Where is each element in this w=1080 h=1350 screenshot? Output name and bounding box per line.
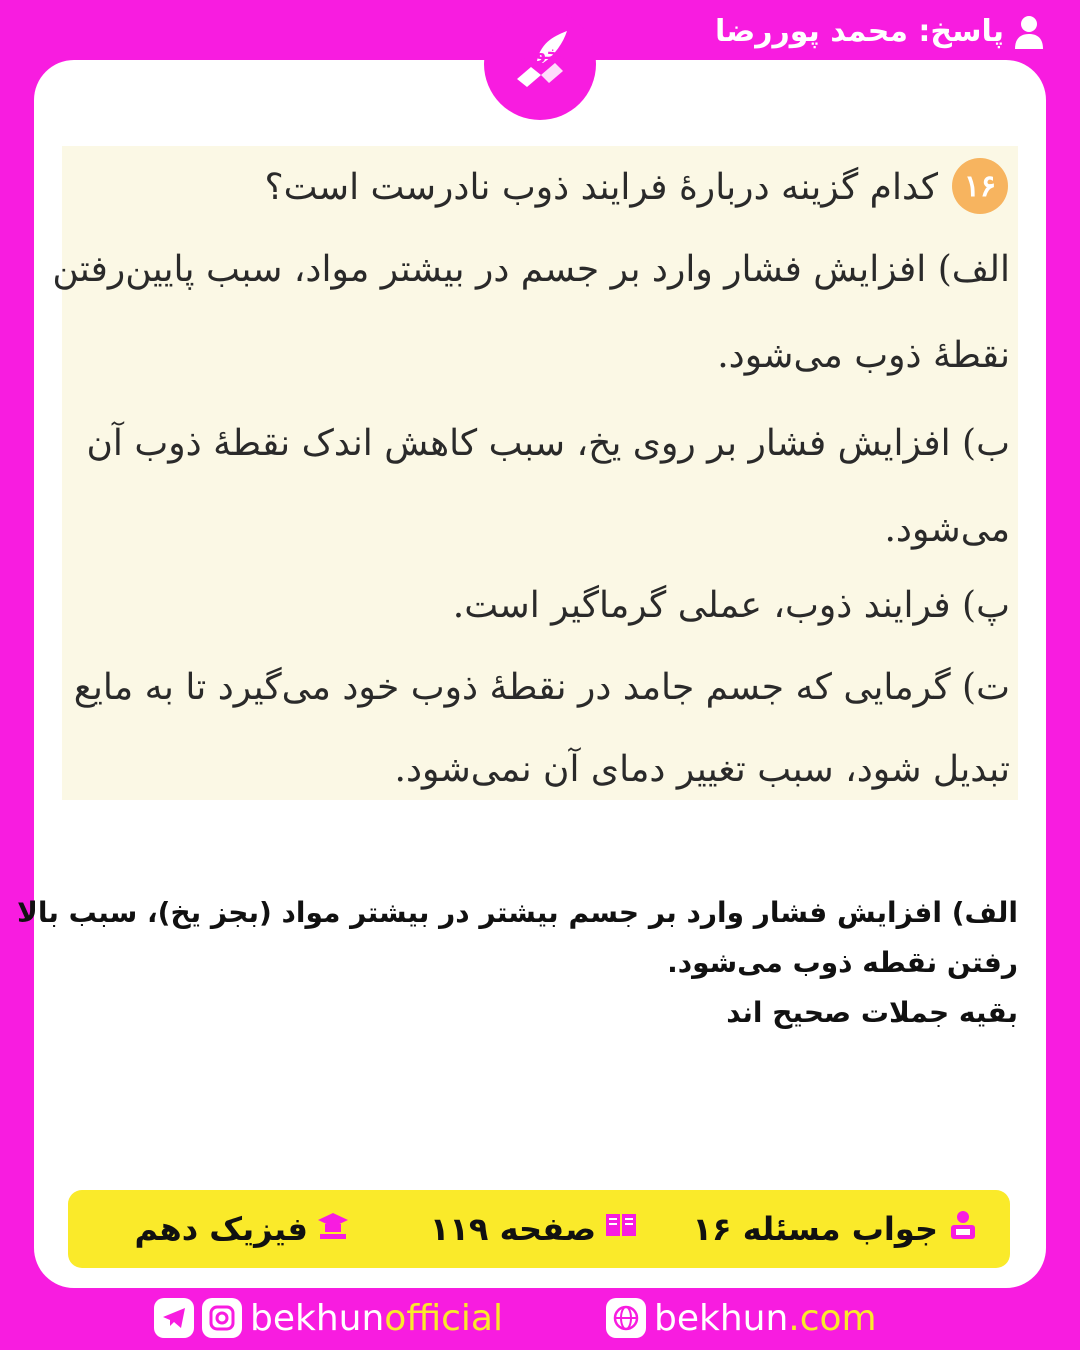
problem-info bbox=[693, 1190, 981, 1268]
page-label: صفحه ۱۱۹ bbox=[429, 1210, 596, 1248]
answer-line: الف) افزایش فشار وارد بر جسم بیشتر در بیشتر مواد (بجز یخ)، سبب بالا bbox=[17, 896, 1018, 929]
site-prefix: bekhun bbox=[654, 1297, 789, 1339]
site-suffix: .com bbox=[788, 1297, 877, 1339]
question-box bbox=[52, 146, 1018, 800]
author-credit bbox=[715, 14, 1044, 49]
question-line: کدام گزینه دربارهٔ فرایند ذوب نادرست است؟ bbox=[264, 167, 938, 208]
problem-label: جواب مسئله ۱۶ bbox=[692, 1210, 938, 1248]
bekhun-logo-icon bbox=[484, 8, 596, 120]
handle-suffix: official bbox=[384, 1297, 503, 1339]
question-line: الف) افزایش فشار وارد بر جسم در بیشتر مواد، سبب پایین‌رفتن bbox=[52, 249, 1010, 290]
question-line: تبدیل شود، سبب تغییر دمای آن نمی‌شود. bbox=[394, 749, 1010, 790]
person-icon bbox=[1014, 15, 1044, 49]
teacher-icon bbox=[946, 1208, 980, 1250]
question-line: ت) گرمایی که جسم جامد در نقطهٔ ذوب خود می‌گیرد تا به مایع bbox=[73, 667, 1010, 708]
graduation-cap-icon bbox=[316, 1208, 350, 1250]
handle-prefix: bekhun bbox=[250, 1297, 385, 1339]
telegram-icon[interactable] bbox=[154, 1298, 194, 1338]
page-info bbox=[430, 1190, 638, 1268]
answer-text bbox=[17, 888, 1018, 1038]
answer-line: رفتن نقطه ذوب می‌شود. bbox=[667, 946, 1018, 979]
question-line: می‌شود. bbox=[884, 509, 1010, 550]
social-handle[interactable] bbox=[154, 1290, 503, 1346]
book-info bbox=[134, 1190, 350, 1268]
info-strip bbox=[68, 1190, 1010, 1268]
book-label: فیزیک دهم bbox=[134, 1210, 308, 1248]
question-number-badge: ۱۶ bbox=[952, 158, 1008, 214]
logo-text: بخون bbox=[519, 43, 567, 64]
author-label: پاسخ: محمد پوررضا bbox=[714, 14, 1004, 49]
question-line: ب) افزایش فشار بر روی یخ، سبب کاهش اندک نقطهٔ ذوب آن bbox=[86, 423, 1010, 464]
question-line: پ) فرایند ذوب، عملی گرماگیر است. bbox=[452, 585, 1010, 626]
instagram-icon[interactable] bbox=[202, 1298, 242, 1338]
question-line: نقطهٔ ذوب می‌شود. bbox=[717, 335, 1010, 376]
globe-icon[interactable] bbox=[606, 1298, 646, 1338]
website-link[interactable] bbox=[606, 1290, 877, 1346]
book-open-icon bbox=[604, 1208, 638, 1250]
answer-line: بقیه جملات صحیح اند bbox=[726, 996, 1018, 1029]
bottom-bar bbox=[0, 1290, 1080, 1350]
